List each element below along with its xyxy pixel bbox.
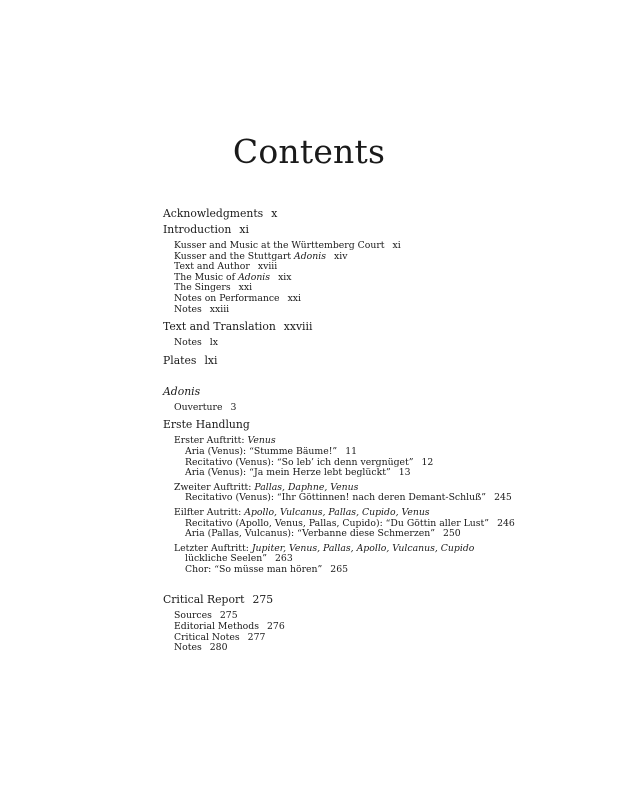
toc-entry[interactable]: Text and Translation xxviii — [163, 320, 313, 334]
toc-entry[interactable]: Introduction xi — [163, 223, 249, 236]
toc-entry[interactable]: Acknowledgments x — [163, 207, 278, 220]
toc-subsubentry[interactable]: lückliche Seelen” 263 — [185, 553, 293, 565]
toc-subentry[interactable]: Kusser and the Stuttgart Adonis xiv — [174, 250, 348, 262]
toc-entry[interactable]: Erste Handlung — [163, 418, 250, 432]
page-title: Contents — [232, 132, 386, 171]
toc-subentry[interactable]: Notes lx — [174, 337, 218, 349]
toc-subsubentry[interactable]: Chor: “So müsse man hören” 265 — [185, 563, 349, 575]
toc-entry[interactable]: Critical Report 275 — [163, 593, 274, 607]
toc-subsubentry[interactable]: Aria (Pallas, Vulcanus): “Verbanne diese Schmerzen” 250 — [185, 528, 461, 540]
toc-subentry[interactable]: Critical Notes 277 — [174, 631, 266, 643]
toc-subsubentry[interactable]: Recitativo (Apollo, Venus, Pallas, Cupido): “Du Göttin aller Lust” 246 — [185, 517, 515, 529]
toc-subentry[interactable]: The Singers xxi — [174, 282, 253, 294]
toc-subentry[interactable]: Text and Author xviii — [174, 261, 278, 273]
toc-subentry[interactable]: The Music of Adonis xix — [174, 271, 292, 283]
toc-subentry[interactable]: Erster Auftritt: Venus — [174, 435, 276, 447]
toc-entry[interactable]: Plates lxi — [163, 353, 218, 367]
toc-subentry[interactable]: Letzter Auftritt: Jupiter, Venus, Pallas, Apollo, Vulcanus, Cupido — [174, 542, 475, 554]
toc-subentry[interactable]: Ouverture 3 — [174, 401, 237, 413]
toc-entry[interactable]: Adonis — [163, 384, 201, 398]
toc-subsubentry[interactable]: Aria (Venus): “Stumme Bäume!” 11 — [185, 445, 358, 457]
toc-subentry[interactable]: Sources 275 — [174, 610, 238, 622]
table-of-contents — [163, 207, 583, 654]
toc-subentry[interactable]: Notes xxiii — [174, 303, 230, 315]
toc-subentry[interactable]: Notes 280 — [174, 642, 228, 654]
toc-subentry[interactable]: Kusser and Music at the Württemberg Court xi — [174, 240, 401, 251]
toc-subsubentry[interactable]: Recitativo (Venus): “Ihr Göttinnen! nach deren Demant-Schluß” 245 — [185, 492, 512, 504]
toc-subentry[interactable]: Zweiter Auftritt: Pallas, Daphne, Venus — [174, 481, 359, 493]
toc-subsubentry[interactable]: Aria (Venus): “Ja mein Herze lebt beglückt” 13 — [185, 467, 411, 479]
toc-subentry[interactable]: Editorial Methods 276 — [174, 621, 285, 633]
toc-subentry[interactable]: Eilfter Autritt: Apollo, Vulcanus, Pallas, Cupido, Venus — [174, 506, 430, 518]
toc-subentry[interactable]: Notes on Performance xxi — [174, 292, 302, 304]
toc-subsubentry[interactable]: Recitativo (Venus): “So leb’ ich denn vergnüget” 12 — [185, 456, 434, 468]
